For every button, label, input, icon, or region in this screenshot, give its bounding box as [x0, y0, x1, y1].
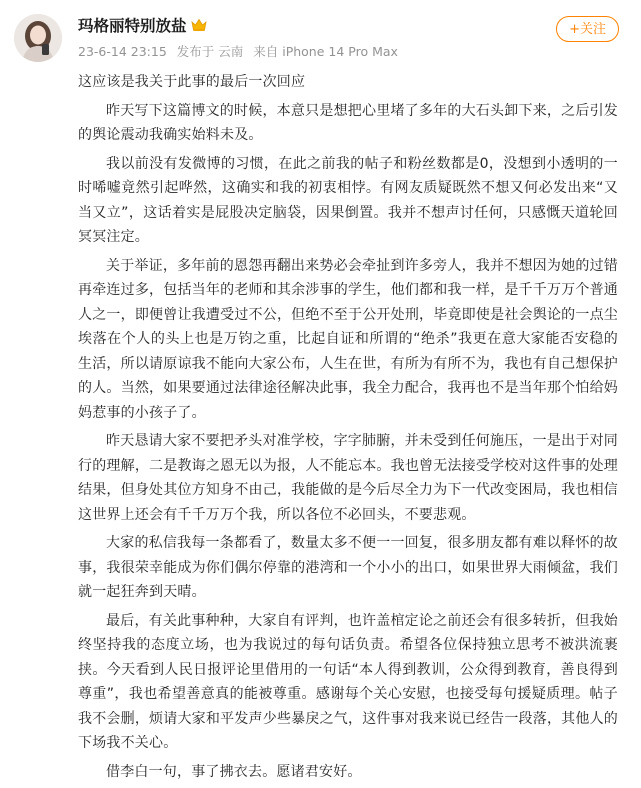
post-paragraph: 昨天恳请大家不要把矛头对准学校，字字肺腑，并未受到任何施压，一是出于对同行的理解，二是教诲之恩无以为报，人不能忘本。我也曾无法接受学校对这件事的处理结果，但身处其位方知身不由己，我能做的是今后尽全力为下一代改变困局，我也相信这世界上还会有千千万万个我，所以各位不必回头，不要悲观。: [78, 433, 618, 523]
post-paragraph: 借李白一句，事了拂衣去。愿诸君安好。: [106, 763, 362, 780]
post-meta: [78, 42, 404, 60]
post-paragraph: 大家的私信我每一条都看了，数量太多不便一一回复，很多朋友都有难以释怀的故事，我很荣幸能成为你们偶尔停靠的港湾和一个小小的出口，如果世界大雨倾盆，我们就一起狂奔到天晴。: [78, 535, 618, 600]
crown-icon: [191, 18, 207, 32]
post-device: 来自 iPhone 14 Pro Max: [253, 44, 398, 59]
follow-button[interactable]: +关注: [556, 16, 619, 42]
post-location: 发布于 云南: [176, 44, 244, 59]
post-header: [0, 0, 641, 72]
post-paragraph: 我以前没有发微博的习惯，在此之前我的帖子和粉丝数都是0，没想到小透明的一时唏嘘竟然引起哗然，这确实和我的初衷相悖。有网友质疑既然不想又何必发出来“又当又立”，这话着实是屁股决定脑袋，因果倒置。我并不想声讨任何，只感慨天道轮回冥冥注定。: [78, 155, 618, 245]
post-content: [78, 70, 618, 788]
post-paragraph: 昨天写下这篇博文的时候，本意只是想把心里堵了多年的大石头卸下来，之后引发的舆论震动我确实始料未及。: [78, 102, 618, 143]
post-paragraph: 这应该是我关于此事的最后一次回应: [78, 74, 306, 90]
avatar[interactable]: [14, 14, 62, 62]
author-name[interactable]: 玛格丽特别放盐: [78, 17, 187, 35]
author-name-row[interactable]: [78, 14, 207, 36]
post-date: 23-6-14 23:15: [78, 44, 167, 59]
post-paragraph: 关于举证，多年前的恩怨再翻出来势必会牵扯到许多旁人，我并不想因为她的过错再牵连过多，包括当年的老师和其余涉事的学生，他们都和我一样，是千千万万个普通人之一，即便曾让我遭受过不公，但绝不至于公开处刑，毕竟即使是社会舆论的一点尘埃落在个人的头上也是万钧之重，比起自证和所谓的“绝杀”我更在意大家能否安稳的生活，所以请原谅我不能向大家公布，人生在世，有所为有所不为，我也有自己想保护的人。当然，如果要通过法律途径解决此事，我全力配合，我再也不是当年那个怕给妈妈惹事的小孩子了。: [78, 257, 618, 421]
post-paragraph: 最后，有关此事种种，大家自有评判，也许盖棺定论之前还会有很多转折，但我始终坚持我的态度立场，也为我说过的每句话负责。希望各位保持独立思考不被洪流裹挟。今天看到人民日报评论里借用的一句话“本人得到教训，公众得到教育，善良得到尊重”，我也希望善意真的能被尊重。感谢每个关心安慰，也接受每句援疑质理。帖子我不会删，烦请大家和平发声少些暴戾之气，这件事对我来说已经告一段落，其他人的下场我不关心。: [78, 612, 618, 751]
